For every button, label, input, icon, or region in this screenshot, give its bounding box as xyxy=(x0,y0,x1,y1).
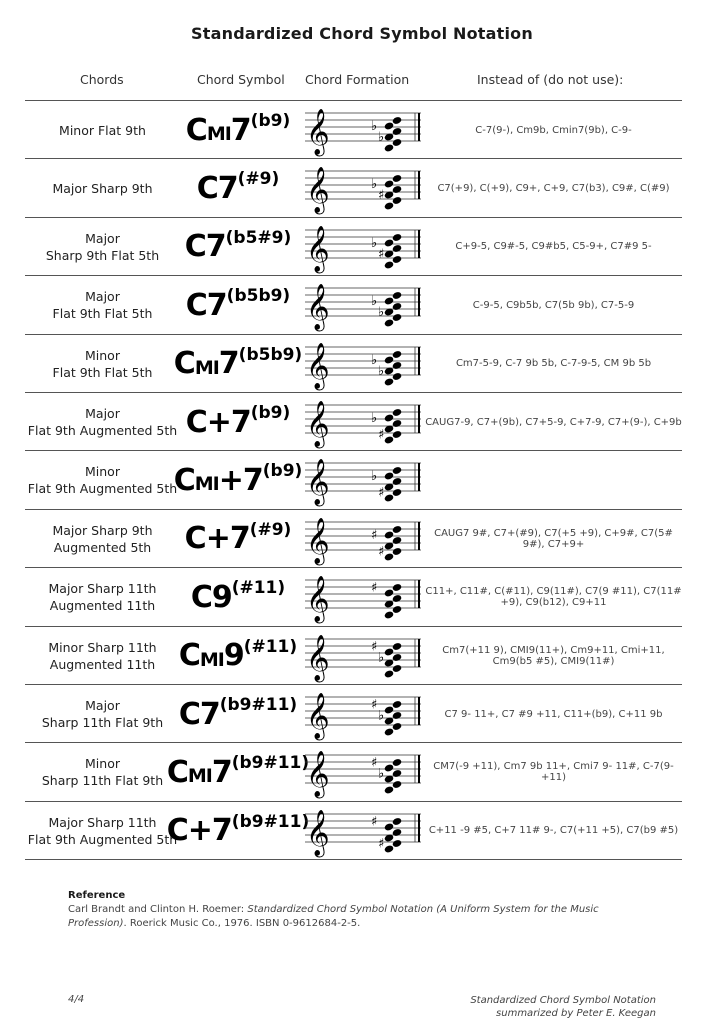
treble-clef-icon: 𝄞 xyxy=(306,284,330,331)
treble-clef-icon: 𝄞 xyxy=(306,109,330,155)
chord-formation-staff xyxy=(303,743,423,801)
chord-name: Major Sharp 11th Flat 9th xyxy=(41,698,164,730)
chord-symbol xyxy=(173,335,303,393)
chord-extension: (b9#11) xyxy=(231,753,310,774)
chord-symbol xyxy=(183,218,293,276)
chord-quality: MI xyxy=(199,648,224,671)
note-head xyxy=(392,839,402,848)
sharp-icon: ♯ xyxy=(378,544,385,560)
note-head xyxy=(392,817,402,826)
chord-extension: (b5b9) xyxy=(238,344,303,365)
chord-formation-staff xyxy=(303,510,423,568)
chord-extension: (b9#11) xyxy=(219,695,298,715)
flat-icon: ♭ xyxy=(371,235,378,251)
note-head xyxy=(384,494,394,503)
treble-clef-icon: 𝄞 xyxy=(306,342,330,389)
note-head xyxy=(392,758,402,767)
treble-clef-icon: 𝄞 xyxy=(306,517,330,564)
note-head xyxy=(384,297,394,306)
flat-icon: ♭ xyxy=(371,352,378,368)
flat-icon: ♭ xyxy=(371,177,378,193)
chord-name: Minor Flat 9th Flat 5th xyxy=(52,347,153,380)
sharp-icon: ♯ xyxy=(371,814,378,830)
chord-root: C xyxy=(184,229,206,265)
chord-extension: (b5#9) xyxy=(225,227,292,248)
note-head xyxy=(384,413,394,422)
header-chord-formation: Chord Formation xyxy=(305,72,410,87)
footer-author: summarized by Peter E. Keegan xyxy=(496,1008,656,1019)
note-head xyxy=(392,419,402,428)
instead-of-text: C7(+9), C(+9), C9+, C+9, C7(b3), C9#, C(#9) xyxy=(437,182,670,194)
instead-of-text: C11+, C11#, C(#11), C9(11#), C7(9 #11), C7(11# +9), C9(b12), C9+11 xyxy=(425,586,682,609)
instead-of-text: Cm7-5-9, C-7 9b 5b, C-7-9-5, CM 9b 5b xyxy=(455,358,652,370)
note-head xyxy=(392,313,402,322)
flat-icon: ♭ xyxy=(371,411,378,426)
sharp-icon: ♯ xyxy=(371,755,378,771)
chord-root: C xyxy=(196,170,218,206)
chord-root: C+ xyxy=(185,404,231,440)
note-head xyxy=(392,174,402,183)
note-head xyxy=(384,202,394,211)
chord-formation-staff xyxy=(303,159,423,217)
chord-symbol xyxy=(183,101,293,159)
treble-clef-icon: 𝄞 xyxy=(306,693,330,739)
treble-clef-icon: 𝄞 xyxy=(306,576,330,623)
table-row xyxy=(25,510,682,568)
chord-formation-staff xyxy=(303,685,423,743)
footer-title: Standardized Chord Symbol Notation xyxy=(470,995,656,1006)
chord-extension: (#9) xyxy=(237,169,280,190)
note-head xyxy=(384,589,394,598)
chord-formation-staff xyxy=(303,218,423,276)
note-head xyxy=(384,727,394,736)
chord-number: +7 xyxy=(218,462,263,498)
chord-number: 7 xyxy=(205,229,226,265)
note-head xyxy=(384,764,394,773)
flat-icon: ♭ xyxy=(378,305,385,321)
chord-number: 7 xyxy=(217,170,238,206)
header-chord-symbol: Chord Symbol xyxy=(197,72,285,87)
chord-symbol xyxy=(178,685,298,743)
table-row xyxy=(25,685,682,743)
chord-number: 7 xyxy=(230,404,251,440)
note-head xyxy=(384,355,394,364)
instead-of-text: C-7(9-), Cm9b, Cmin7(9b), C-9- xyxy=(475,124,632,136)
reference-authors: Carl Brandt and Clinton H. Roemer: xyxy=(68,904,248,915)
chord-number: 7 xyxy=(218,346,239,382)
note-head xyxy=(392,116,402,125)
chord-symbol xyxy=(183,276,293,334)
note-head xyxy=(384,377,394,386)
instead-of-text: CM7(-9 +11), Cm7 9b 11+, Cmi7 9- 11#, C-7(9- +11) xyxy=(433,761,674,784)
chord-root: C+ xyxy=(166,813,212,849)
sharp-icon: ♯ xyxy=(371,527,378,543)
chord-root: C xyxy=(166,754,188,790)
note-head xyxy=(384,530,394,539)
chord-formation-staff xyxy=(303,276,423,334)
note-head xyxy=(392,525,402,534)
sharp-icon: ♯ xyxy=(371,580,378,596)
page-title: Standardized Chord Symbol Notation xyxy=(191,24,533,43)
chord-name: Minor Sharp 11th Flat 9th xyxy=(41,756,164,789)
note-head xyxy=(392,828,402,837)
note-head xyxy=(392,372,402,381)
note-head xyxy=(384,121,394,130)
chord-extension: (b9) xyxy=(250,111,291,131)
flat-icon: ♭ xyxy=(378,650,385,666)
note-head xyxy=(392,488,402,497)
chord-quality: MI xyxy=(194,473,219,496)
note-head xyxy=(392,291,402,300)
instead-of-text: CAUG7 9#, C7+(#9), C7(+5 +9), C+9#, C7(5# 9#), C7+9+ xyxy=(434,527,673,550)
flat-icon: ♭ xyxy=(371,294,378,310)
chord-name: Major Sharp 9th xyxy=(52,180,153,196)
reference-text xyxy=(68,903,648,931)
instead-of-text xyxy=(425,451,682,509)
chord-quality: MI xyxy=(206,123,231,145)
note-head xyxy=(392,605,402,614)
reference-heading: Reference xyxy=(68,890,126,901)
note-head xyxy=(384,647,394,656)
chord-formation-staff xyxy=(303,802,423,860)
note-head xyxy=(384,260,394,269)
chord-extension: (b9) xyxy=(262,461,303,482)
chord-extension: (#11) xyxy=(243,636,298,657)
table-row xyxy=(25,159,682,217)
chord-name: Major Sharp 11th Flat 9th Augmented 5th xyxy=(27,814,178,847)
treble-clef-icon: 𝄞 xyxy=(306,751,330,798)
table-row xyxy=(25,627,682,685)
chord-formation-staff xyxy=(303,101,423,159)
flat-icon: ♭ xyxy=(378,130,385,145)
chord-quality: MI xyxy=(194,356,219,379)
chord-extension: (b9#11) xyxy=(231,811,310,832)
page-number: 4/4 xyxy=(68,994,85,1005)
note-head xyxy=(392,536,402,545)
note-head xyxy=(384,705,394,714)
treble-clef-icon: 𝄞 xyxy=(306,809,330,856)
note-head xyxy=(392,477,402,486)
header-instead-of: Instead of (do not use): xyxy=(477,72,624,87)
note-head xyxy=(384,180,394,189)
chord-formation-staff xyxy=(303,393,423,451)
note-head xyxy=(392,594,402,603)
instead-of-text: C7 9- 11+, C7 #9 +11, C11+(b9), C+11 9b xyxy=(444,708,663,720)
table-row xyxy=(25,276,682,334)
note-head xyxy=(392,700,402,709)
chord-symbol xyxy=(183,393,293,451)
table-rule xyxy=(25,859,682,860)
instead-of-text: C-9-5, C9b5b, C7(5b 9b), C7-5-9 xyxy=(472,299,635,311)
chord-root: C+ xyxy=(184,521,230,557)
sharp-icon: ♯ xyxy=(378,485,385,501)
chord-symbol xyxy=(178,627,298,685)
note-head xyxy=(384,552,394,561)
treble-clef-icon: 𝄞 xyxy=(306,459,330,506)
note-head xyxy=(384,786,394,795)
sharp-icon: ♯ xyxy=(378,427,385,443)
chord-formation-staff xyxy=(303,568,423,626)
header-chords: Chords xyxy=(80,72,124,87)
note-head xyxy=(392,244,402,253)
note-head xyxy=(392,711,402,720)
note-head xyxy=(392,196,402,205)
chord-symbol xyxy=(183,159,293,217)
instead-of-text: Cm7(+11 9), CMI9(11+), Cm9+11, Cmi+11, Cm9(b5 #5), CMI9(11#) xyxy=(442,644,665,667)
note-head xyxy=(384,844,394,853)
chord-symbol xyxy=(183,568,293,626)
chord-number: 7 xyxy=(199,696,220,732)
chord-extension: (b9) xyxy=(250,403,291,423)
note-head xyxy=(392,255,402,264)
table-row xyxy=(25,743,682,801)
note-head xyxy=(384,319,394,328)
instead-of-text: CAUG7-9, C7+(9b), C7+5-9, C+7-9, C7+(9-), C+9b xyxy=(425,416,682,428)
chord-root: C xyxy=(173,462,195,498)
note-head xyxy=(392,233,402,242)
chord-root: C xyxy=(185,287,207,323)
table-row xyxy=(25,568,682,626)
chord-name: Minor Flat 9th Augmented 5th xyxy=(27,464,178,497)
note-head xyxy=(384,435,394,444)
table-row xyxy=(25,393,682,451)
chord-number: 9 xyxy=(211,579,232,615)
table-row xyxy=(25,101,682,159)
chord-extension: (#9) xyxy=(249,519,292,540)
table-row xyxy=(25,218,682,276)
reference-publisher: . Roerick Music Co., 1976. ISBN 0-9612684-2-5. xyxy=(123,918,361,929)
chord-extension: (b5b9) xyxy=(226,286,291,307)
chord-number: 7 xyxy=(211,754,232,790)
chord-number: 7 xyxy=(230,112,251,148)
chord-root: C xyxy=(178,696,200,732)
chord-name: Major Sharp 9th Augmented 5th xyxy=(52,522,153,555)
note-head xyxy=(392,361,402,370)
instead-of-text: C+9-5, C9#-5, C9#b5, C5-9+, C7#9 5- xyxy=(455,241,652,253)
chord-symbol xyxy=(183,510,293,568)
chord-extension: (#11) xyxy=(231,578,286,599)
flat-icon: ♭ xyxy=(378,363,385,379)
treble-clef-icon: 𝄞 xyxy=(306,401,330,447)
note-head xyxy=(392,408,402,417)
note-head xyxy=(392,642,402,651)
chord-symbol xyxy=(166,743,310,801)
note-head xyxy=(392,430,402,439)
flat-icon: ♭ xyxy=(371,119,378,134)
note-head xyxy=(384,143,394,152)
note-head xyxy=(392,547,402,556)
sharp-icon: ♯ xyxy=(378,836,385,852)
chord-name: Major Flat 9th Augmented 5th xyxy=(27,406,178,438)
flat-icon: ♭ xyxy=(378,708,385,724)
note-head xyxy=(392,653,402,662)
chord-symbol xyxy=(173,451,303,509)
note-head xyxy=(384,472,394,481)
reference-work-title: Standardized Chord Symbol Notation (A Uniform System for the Music Profession) xyxy=(68,904,599,929)
chord-root: C xyxy=(178,638,200,674)
instead-of-text: C+11 -9 #5, C+7 11# 9-, C7(+11 +5), C7(b9 #5) xyxy=(428,825,679,837)
sharp-icon: ♯ xyxy=(371,697,378,713)
chord-name: Major Sharp 11th Augmented 11th xyxy=(48,581,157,614)
note-head xyxy=(384,669,394,678)
note-head xyxy=(392,138,402,147)
chord-number: 7 xyxy=(211,813,232,849)
treble-clef-icon: 𝄞 xyxy=(306,225,330,272)
sharp-icon: ♯ xyxy=(378,188,385,204)
chord-formation-staff xyxy=(303,451,423,509)
chord-formation-staff xyxy=(303,627,423,685)
chord-name: Minor Flat 9th xyxy=(59,122,146,138)
chord-number: 7 xyxy=(229,521,250,557)
flat-icon: ♭ xyxy=(371,469,378,485)
note-head xyxy=(392,769,402,778)
note-head xyxy=(384,822,394,831)
note-head xyxy=(392,302,402,311)
table-row xyxy=(25,335,682,393)
note-head xyxy=(392,127,402,136)
table-row xyxy=(25,451,682,509)
sharp-icon: ♯ xyxy=(378,246,385,262)
chord-name: Major Sharp 9th Flat 5th xyxy=(45,230,160,263)
sharp-icon: ♯ xyxy=(371,639,378,655)
note-head xyxy=(392,350,402,359)
treble-clef-icon: 𝄞 xyxy=(306,167,330,214)
treble-clef-icon: 𝄞 xyxy=(306,634,330,681)
flat-icon: ♭ xyxy=(378,766,385,782)
note-head xyxy=(392,722,402,731)
chord-number: 9 xyxy=(223,638,244,674)
note-head xyxy=(392,583,402,592)
chord-name: Major Flat 9th Flat 5th xyxy=(52,289,153,322)
chord-formation-staff xyxy=(303,335,423,393)
note-head xyxy=(392,664,402,673)
chord-root: C xyxy=(190,579,212,615)
footer xyxy=(470,994,656,1020)
note-head xyxy=(392,185,402,194)
chord-symbol xyxy=(166,802,310,860)
note-head xyxy=(392,780,402,789)
chord-quality: MI xyxy=(187,765,212,788)
note-head xyxy=(384,611,394,620)
chord-root: C xyxy=(173,346,195,382)
note-head xyxy=(384,238,394,247)
table-row xyxy=(25,802,682,860)
chord-root: C xyxy=(185,112,207,148)
chord-number: 7 xyxy=(206,287,227,323)
chord-name: Minor Sharp 11th Augmented 11th xyxy=(48,639,157,672)
note-head xyxy=(392,466,402,475)
